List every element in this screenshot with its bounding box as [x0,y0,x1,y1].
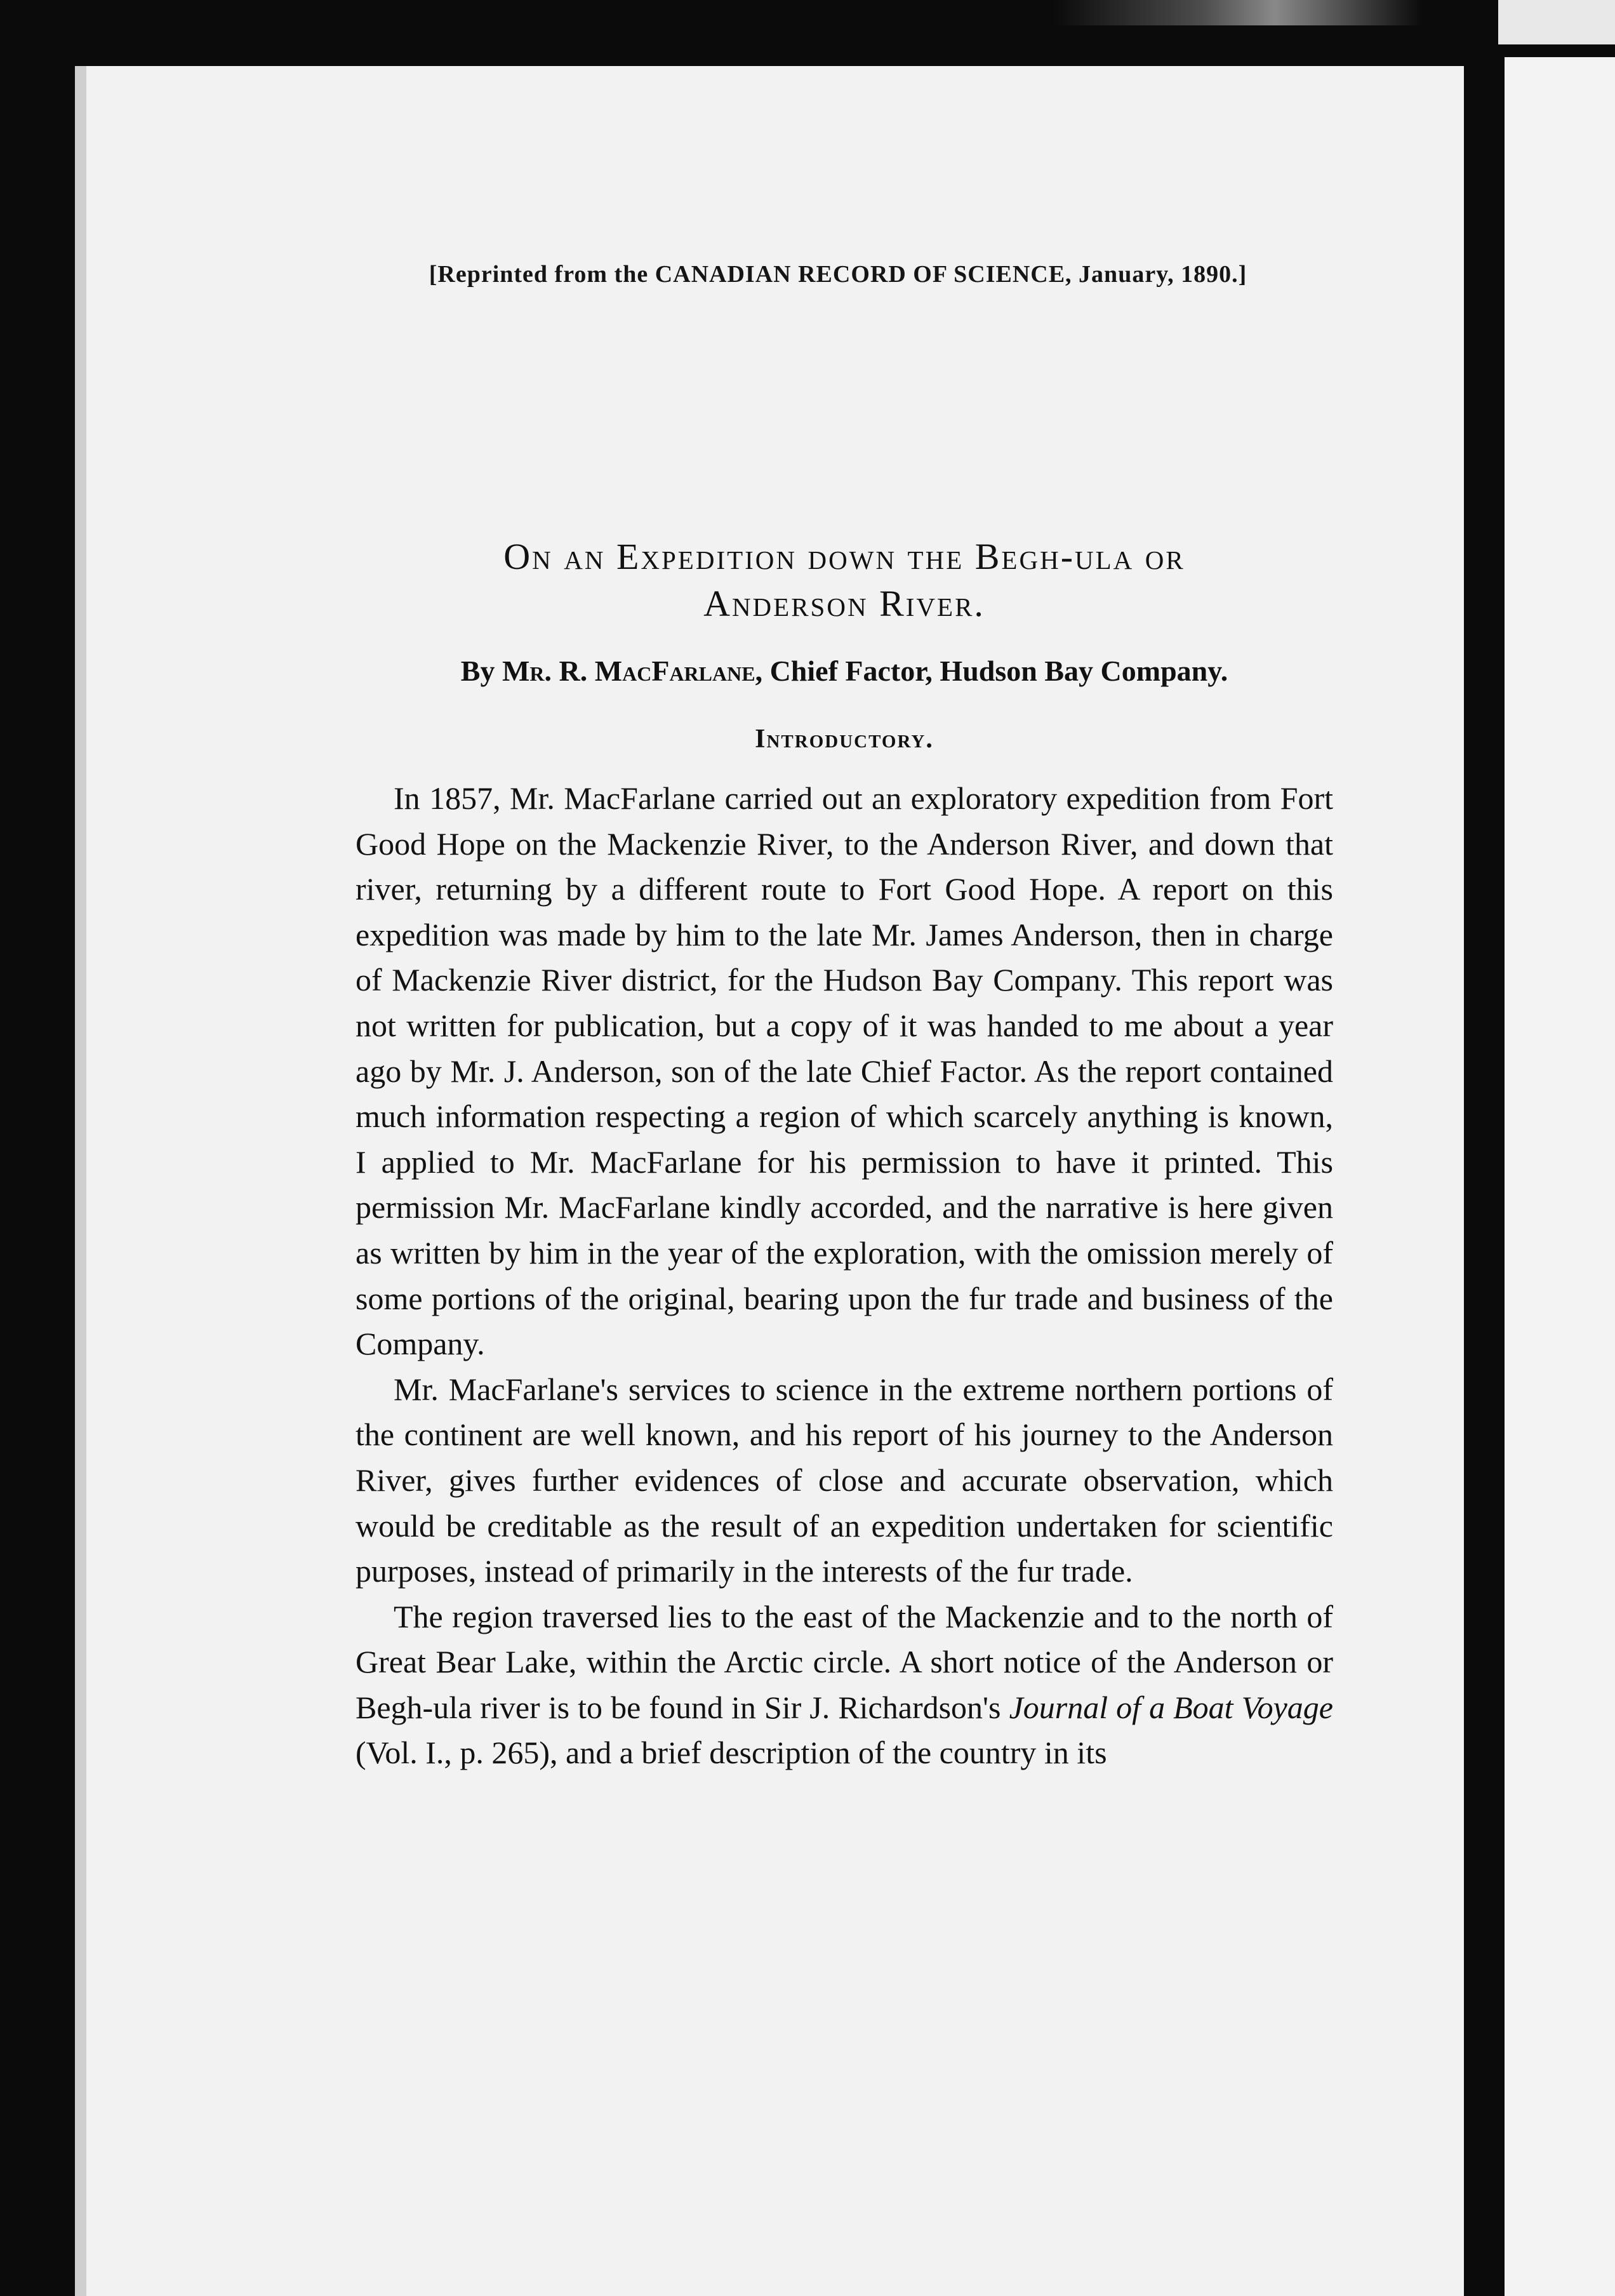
adjacent-page-edge [1505,57,1615,2296]
paragraph-3-text-b: (Vol. I., p. 265), and a brief description of the country in its [356,1735,1107,1771]
byline [356,654,1333,688]
reprint-note: [Reprinted from the CANADIAN RECORD OF SCIENCE, January, 1890.] [429,261,1247,288]
byline-suffix: , Chief Factor, Hudson Bay Company. [755,655,1228,687]
section-heading: Introductory. [755,724,934,754]
article-title-line-1: On an Expedition down the Begh-ula or [503,536,1185,577]
byline-author: Mr. R. MacFarlane [502,655,755,687]
body-text [356,776,1333,1776]
article-title [356,533,1333,627]
paragraph-1: In 1857, Mr. MacFarlane carried out an exploratory expedition from Fort Good Hope on the Mackenzie River, to the Anderson River, and down that river, returning by a different route to Fort Good Hope. A report on this expedition was made by him to the late Mr. James Anderson, then in charge of Mackenzie River district, for the Hudson Bay Company. This report was not written for publication, but a copy of it was handed to me about a year ago by Mr. J. Anderson, son of the late Chief Factor. As the report contained much information respecting a region of which scarcely anything is known, I applied to Mr. MacFarlane for his permission to have it printed. This permission Mr. MacFarlane kindly accorded, and the narrative is here given as written by him in the year of the exploration, with the omission merely of some portions of the original, bearing upon the fur trade and business of the Company. [356,780,1333,1362]
article-title-line-2: Anderson River. [703,583,985,624]
scan-edge-artifact-right [1498,0,1615,44]
paragraph-3 [356,1594,1333,1776]
paragraph-3-text-a: The region traversed lies to the east of the Mackenzie and to the north of Great Bear Lake, within the Arctic circle. A short notice of the Anderson or Begh-ula river is to be found in Sir J. Richardson's [356,1598,1333,1725]
paragraph-3-italic-title: Journal of a Boat Voyage [1009,1689,1333,1725]
page-gutter [1464,66,1488,2296]
scan-edge-artifact [1054,0,1422,25]
byline-prefix: By [460,655,502,687]
paragraph-2: Mr. MacFarlane's services to science in the extreme northern portions of the continent are well known, and his report of his journey to the Anderson River, gives further evidences of close and accurate observation, which would be creditable as the result of an expedition undertaken for scientific purposes, instead of primarily in the interests of the fur trade. [356,1371,1333,1589]
